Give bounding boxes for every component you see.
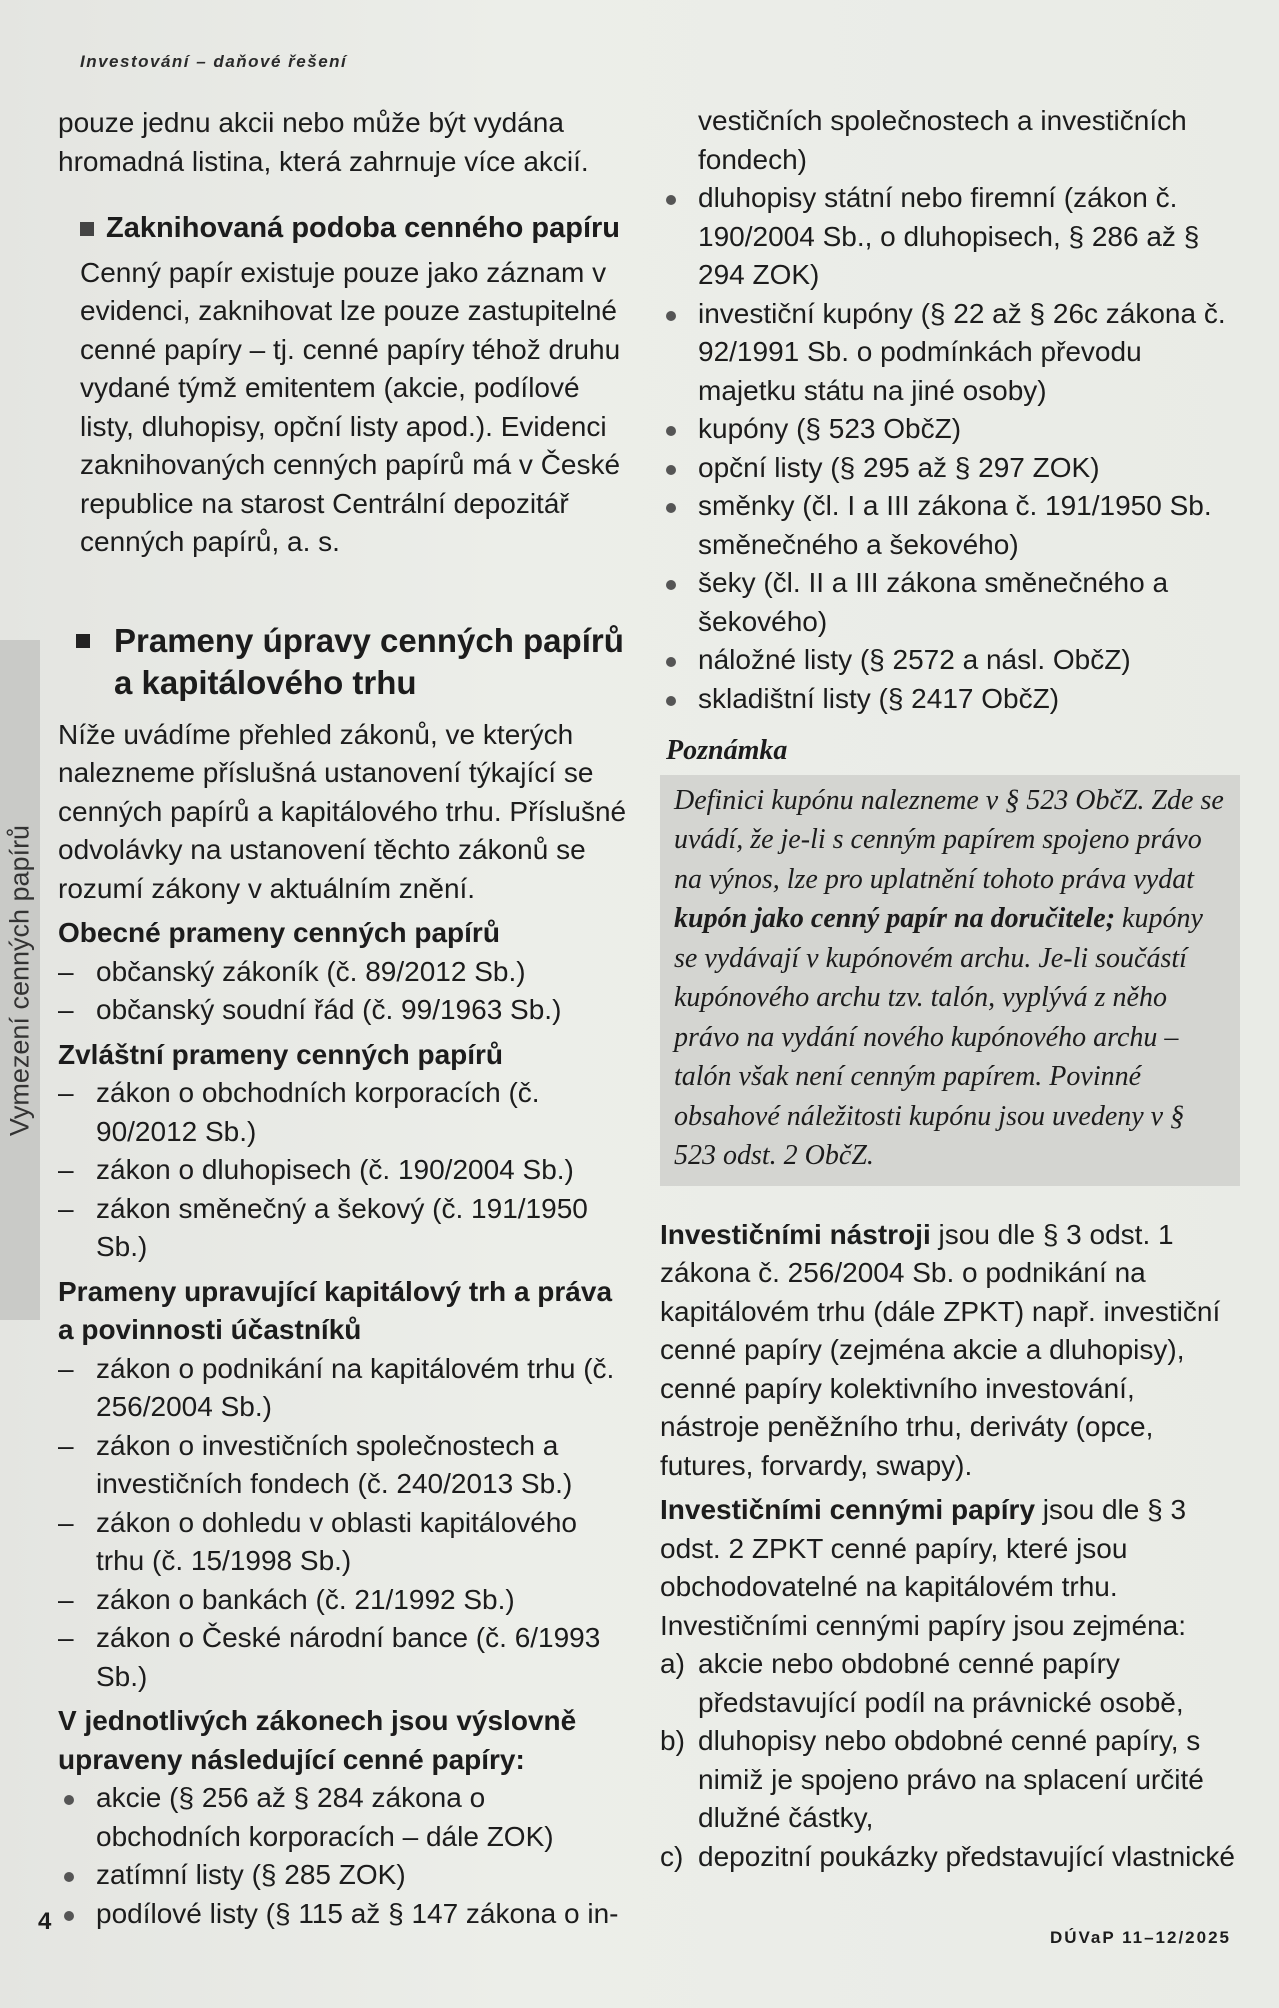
zaknihovana-heading <box>80 209 628 248</box>
list-item: – zákon o dohledu v oblasti kapitálového trhu (č. 15/1998 Sb.) <box>58 1504 628 1581</box>
obecne-list <box>58 953 628 1030</box>
right-column <box>660 102 1240 1876</box>
bullet-icon <box>64 1795 74 1805</box>
square-bullet-icon <box>80 222 94 236</box>
list-item: c) depozitní poukázky představující vlastnické <box>660 1840 1235 1872</box>
list-item: – zákon o obchodních korporacích (č. 90/2012 Sb.) <box>58 1074 628 1151</box>
bullet-icon <box>666 696 676 706</box>
section-title: Prameny úpravy cenných papírů a kapitálového trhu <box>114 621 624 701</box>
section-heading <box>76 620 628 704</box>
note-bold-text: kupón jako cenný papír na doručitele; <box>674 903 1116 934</box>
vyslovne-heading: V jednotlivých zákonech jsou výslovně upraveny následující cenné papíry: <box>58 1705 577 1775</box>
list-item: – zákon o České národní bance (č. 6/1993 Sb.) <box>58 1619 628 1696</box>
side-tab-label: Vymezení cenných papírů <box>4 824 35 1137</box>
list-item: – zákon o bankách (č. 21/1992 Sb.) <box>58 1581 628 1620</box>
note-text: kupóny se vydávají v kupónovém archu. Je-li součástí kupónového archu tzv. talón, vyplývá z něho právo na vydání nového kupónového archu – talón však není cenným papírem. Povinné obsahové náležitosti kupónu jsou uvedeny v § 523 odst. 2 ObčZ. <box>674 903 1203 1171</box>
bullet-icon <box>666 657 676 667</box>
list-item: směnky (čl. I a III zákona č. 191/1950 Sb. směnečného a šekového) <box>660 487 1240 564</box>
list-item: investiční kupóny (§ 22 až § 26c zákona č. 92/1991 Sb. o podmínkách převodu majetku státu na jiné osoby) <box>660 295 1240 411</box>
list-item: šeky (čl. II a III zákona směnečného a šekového) <box>660 564 1240 641</box>
bullet-icon <box>666 465 676 475</box>
list-item: – občanský zákoník (č. 89/2012 Sb.) <box>58 953 628 992</box>
list-item: kupóny (§ 523 ObčZ) <box>660 410 1240 449</box>
list-item: dluhopisy státní nebo firemní (zákon č. 190/2004 Sb., o dluhopisech, § 286 až § 294 ZOK) <box>660 179 1240 295</box>
list-item: akcie (§ 256 až § 284 zákona o obchodních korporacích – dále ZOK) <box>58 1779 628 1856</box>
zvlastni-list <box>58 1074 628 1267</box>
list-item: zatímní listy (§ 285 ZOK) <box>58 1856 628 1895</box>
bullet-icon <box>64 1911 74 1921</box>
bullet-icon <box>666 195 676 205</box>
bullet-icon <box>666 426 676 436</box>
list-item: skladištní listy (§ 2417 ObčZ) <box>660 680 1240 719</box>
section-intro: Níže uvádíme přehled zákonů, ve kterých nalezneme příslušná ustanovení týkající se cenných papírů a kapitálového trhu. Příslušné odvolávky na ustanovení těchto zákonů se rozumí zákony v aktuálním znění. <box>58 718 627 904</box>
alpha-list <box>660 1645 1240 1876</box>
square-bullet-icon <box>76 634 90 648</box>
zvlastni-heading: Zvláštní prameny cenných papírů <box>58 1038 504 1070</box>
list-item: – zákon směnečný a šekový (č. 191/1950 Sb.) <box>58 1190 628 1267</box>
kapital-heading: Prameny upravující kapitálový trh a práva a povinnosti účastníků <box>58 1275 613 1345</box>
list-item: b) dluhopisy nebo obdobné cenné papíry, s nimiž je spojeno právo na splacení určité dlužné částky, <box>660 1725 1204 1833</box>
note-text: Definici kupónu nalezneme v § 523 ObčZ. Zde se uvádí, že je-li s cenným papírem spojeno právo na výnos, lze pro uplatnění tohoto práva vydat <box>674 784 1224 895</box>
intro-text: pouze jednu akcii nebo může být vydána hromadná listina, která zahrnuje více akcií. <box>58 107 589 177</box>
zaknihovana-title: Zaknihovaná podoba cenného papíru <box>106 212 620 244</box>
obecne-heading: Obecné prameny cenných papírů <box>58 917 500 948</box>
nastroje-paragraph: Investičními nástroji jsou dle § 3 odst. 1 zákona č. 256/2004 Sb. o podnikání na kapitálovém trhu (dále ZPKT) např. investiční cenné papíry (zejména akcie a dluhopisy), cenné papíry kolektivního investování, nástroje peněžního trhu, deriváty (opce, futures, forvardy, swapy). <box>660 1218 1221 1481</box>
list-item: opční listy (§ 295 až § 297 ZOK) <box>660 449 1240 488</box>
bullet-icon <box>64 1872 74 1882</box>
list-item: – zákon o podnikání na kapitálovém trhu (č. 256/2004 Sb.) <box>58 1350 628 1427</box>
list-item: – občanský soudní řád (č. 99/1963 Sb.) <box>58 991 628 1030</box>
bullet-icon <box>666 503 676 513</box>
zaknihovana-text: Cenný papír existuje pouze jako záznam v evidenci, zaknihovat lze pouze zastupitelné cenné papíry – tj. cenné papíry téhož druhu vydané týmž emitentem (akcie, podílové listy, dluhopisy, opční listy apod.). Evidenci zaknihovaných cenných papírů má v České republice na starost Centrální depozitář cenných papírů, a. s. <box>80 256 621 557</box>
list-item: náložné listy (§ 2572 a násl. ObčZ) <box>660 641 1240 680</box>
list-item: – zákon o investičních společnostech a investičních fondech (č. 240/2013 Sb.) <box>58 1427 628 1504</box>
bullet-icon <box>666 311 676 321</box>
left-column <box>58 104 628 1933</box>
bullet-icon <box>666 580 676 590</box>
list-item: a) akcie nebo obdobné cenné papíry představující podíl na právnické osobě, <box>660 1648 1184 1718</box>
note-title: Poznámka <box>666 735 788 766</box>
continued-text: vestičních společnostech a investičních fondech) <box>698 105 1187 175</box>
kapital-list <box>58 1350 628 1697</box>
list-item: – zákon o dluhopisech (č. 190/2004 Sb.) <box>58 1151 628 1190</box>
papers-list <box>660 179 1240 718</box>
list-item: podílové listy (§ 115 až § 147 zákona o in- <box>58 1895 628 1934</box>
journal-issue: DÚVaP 11–12/2025 <box>1049 1928 1231 1947</box>
cp-paragraph: Investičními cennými papíry jsou dle § 3 odst. 2 ZPKT cenné papíry, které jsou obchodovatelné na kapitálovém trhu. Investičními cennými papíry jsou zejména: <box>660 1494 1187 1641</box>
running-head: Investování – daňové řešení <box>80 52 348 71</box>
page-number: 4 <box>38 1908 52 1935</box>
vyslovne-list <box>58 1779 628 1933</box>
note-box <box>660 775 1240 1186</box>
